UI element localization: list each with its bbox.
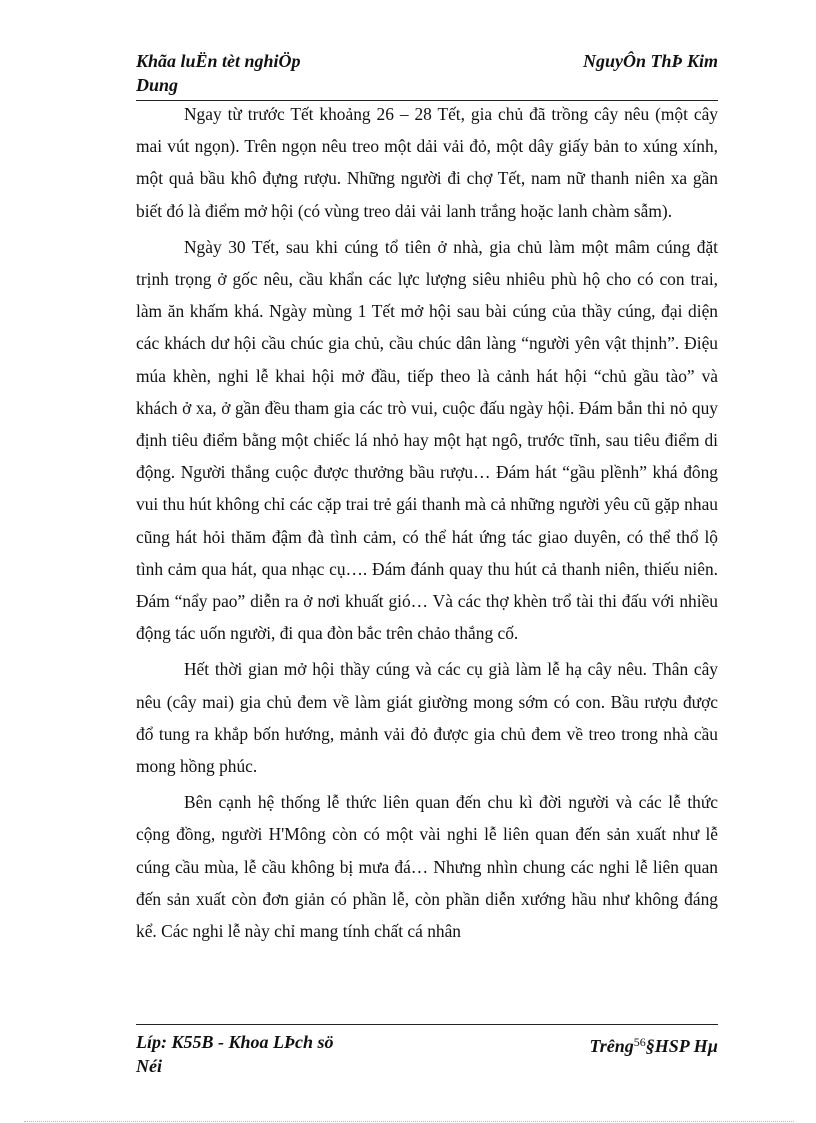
header-thesis-title: Khãa luËn tèt nghiÖp <box>136 51 301 71</box>
page-number: 56 <box>633 1035 646 1049</box>
footer-school-name: §HSP Hµ <box>645 1036 718 1056</box>
paragraph-2: Ngày 30 Tết, sau khi cúng tổ tiên ở nhà, gia chủ làm một mâm cúng đặt trịnh trọng ở gốc nêu, cầu khẩn các lực lượng siêu nhiêu phù hộ cho có con trai, làm ăn khấm khá. Ngày mùng 1 Tết mở hội sau bài cúng của thầy cúng, đại diện các khách dư hội cầu chúc gia chủ, cầu chúc dân làng “người yên vật thịnh”. Điệu múa khèn, nghi lễ khai hội mở đầu, tiếp theo là cảnh hát hội “chủ gầu tào” và khách ở xa, ở gần đều tham gia các trò vui, cuộc đấu ngày hội. Đám bắn thi nỏ quy định tiêu điểm bằng một chiếc lá nhỏ hay một hạt ngô, trước tĩnh, sau tiêu điểm di động. Người thắng cuộc được thưởng bầu rượu… Đám hát “gầu plềnh” khá đông vui thu hút không chỉ các cặp trai trẻ gái thanh mà cả những người yêu cũ gặp nhau cũng hát hỏi thăm đậm đà tình cảm, có thể hát ứng tác giao duyên, có thể thổ lộ tình cảm qua hát, qua nhạc cụ…. Đám đánh quay thu hút cả thanh niên, thiếu niên. Đám “nẩy pao” diễn ra ở nơi khuất gió… Và các thợ khèn trổ tài thi đấu với nhiều động tác uốn người, đi qua đòn bắc trên chảo thắng cố. <box>136 236 718 644</box>
header-author-surname: Dung <box>136 75 179 95</box>
paragraph-1: Ngay từ trước Tết khoảng 26 – 28 Tết, gia chủ đã trồng cây nêu (một cây mai vút ngọn). Trên ngọn nêu treo một dải vải đỏ, một dây giấy bản to xúng xính, một quả bầu khô đựng rượu. Những người đi chợ Tết, nam nữ thanh niên xa gần biết đó là điểm mở hội (có vùng treo dải vải lanh trắng hoặc lanh chàm sẫm). <box>136 104 718 221</box>
footer-school-prefix: Trêng <box>589 1036 634 1056</box>
header-author-name: NguyÔn ThÞ Kim <box>582 51 718 71</box>
footer-university <box>589 1030 718 1058</box>
page-edge-divider <box>24 1121 794 1122</box>
page-body <box>136 98 718 951</box>
paragraph-4: Bên cạnh hệ thống lễ thức liên quan đến chu kì đời người và các lễ thức cộng đồng, người H'Mông còn có một vài nghi lễ liên quan đến sản xuất như lễ cúng cầu mùa, lễ cầu không bị mưa đá… Nhưng nhìn chung các nghi lễ liên quan đến sản xuất còn đơn giản có phần lễ, còn phần diễn xướng hầu như không đáng kể. Các nghi lễ này chỉ mang tính chất cá nhân <box>136 792 718 942</box>
page-header <box>136 49 718 101</box>
page-footer <box>136 1024 718 1080</box>
footer-class-info-cont: Néi <box>136 1056 162 1076</box>
footer-divider <box>136 1024 718 1025</box>
paragraph-3: Hết thời gian mở hội thầy cúng và các cụ già làm lễ hạ cây nêu. Thân cây nêu (cây mai) gia chủ đem về làm giát giường mong sớm có con. Bầu rượu được đổ tung ra khắp bốn hướng, mảnh vải đỏ được gia chủ đem về treo trong nhà cầu mong hồng phúc. <box>136 659 718 777</box>
footer-class-info: Líp: K55B - Khoa LÞch sö <box>136 1032 334 1052</box>
